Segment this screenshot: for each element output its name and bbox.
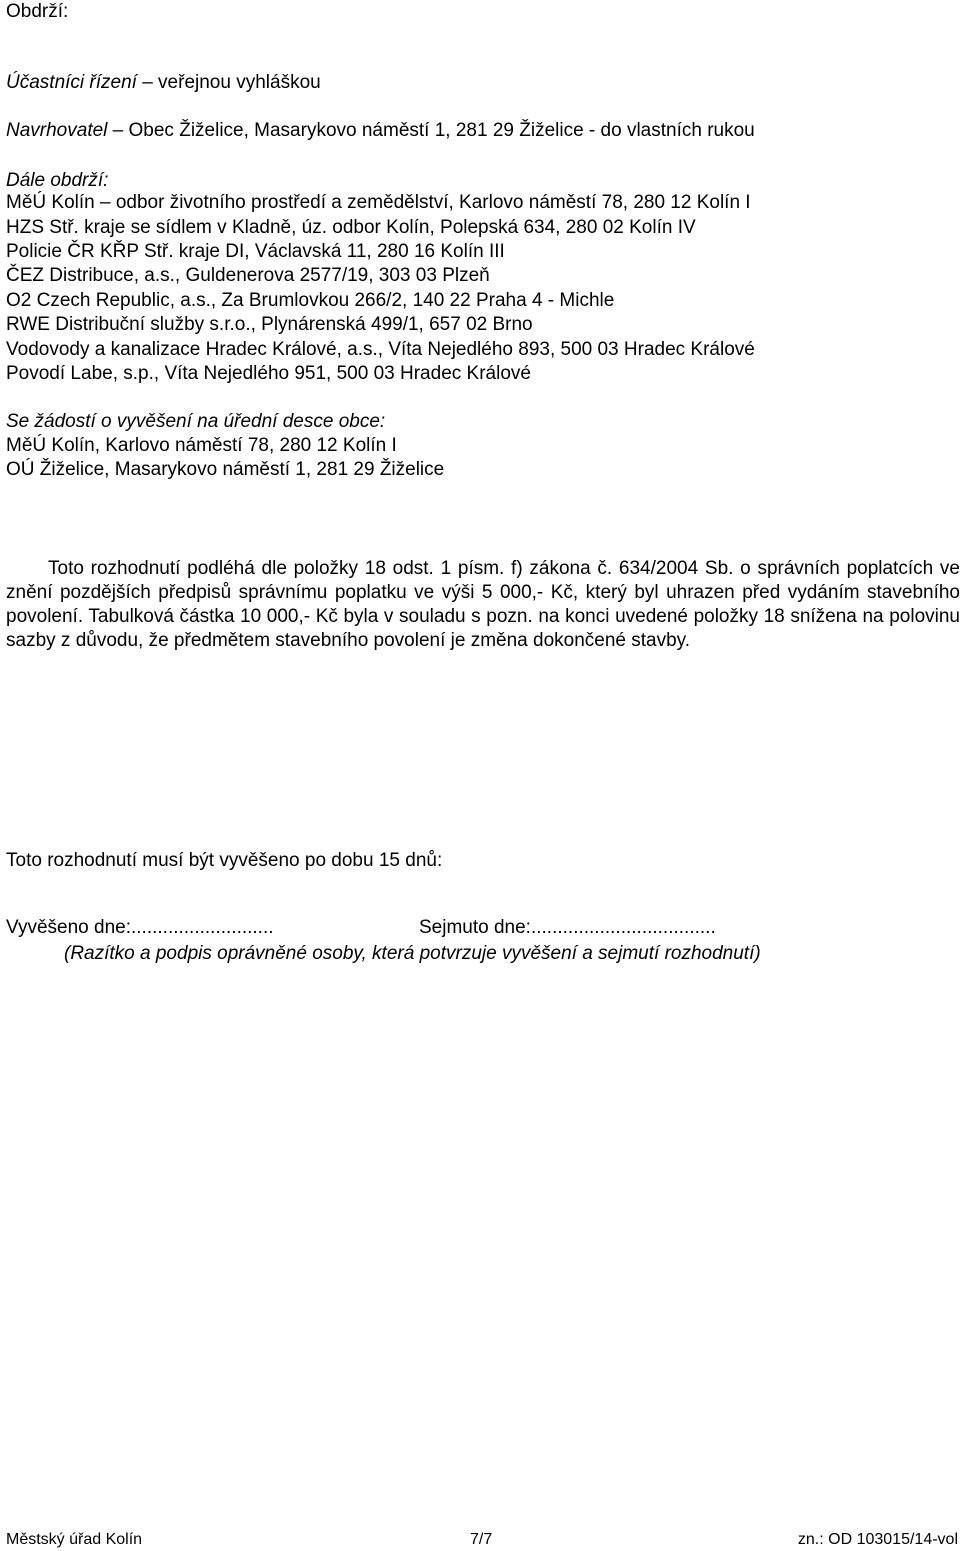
posting-office-item: MěÚ Kolín, Karlovo náměstí 78, 280 12 Kolín I xyxy=(6,435,397,456)
footer-page-number: 7/7 xyxy=(470,1531,493,1548)
recipient-item: ČEZ Distribuce, a.s., Guldenerova 2577/19, 303 03 Plzeň xyxy=(6,265,490,286)
recipient-item: Povodí Labe, s.p., Víta Nejedlého 951, 500 03 Hradec Králové xyxy=(6,363,531,384)
page-footer xyxy=(0,1530,960,1550)
footer-reference: zn.: OD 103015/14-vol xyxy=(797,1531,958,1548)
recipient-item: Vodovody a kanalizace Hradec Králové, a.s., Víta Nejedlého 893, 500 03 Hradec Králové xyxy=(6,339,755,360)
participants-text: – veřejnou vyhláškou xyxy=(136,72,321,93)
posting-office-item: OÚ Žiželice, Masarykovo náměstí 1, 281 29 Žiželice xyxy=(6,459,445,480)
fee-paragraph xyxy=(6,557,960,653)
fee-paragraph-text: Toto rozhodnutí podléhá dle položky 18 odst. 1 písm. f) zákona č. 634/2004 Sb. o správních poplatcích ve znění pozdějších předpisů správnímu poplatku ve výši 5 000,- Kč, který byl uhrazen před vydáním stavebního povolení. Tabulková částka 10 000,- Kč byla v souladu s pozn. na konci uvedené položky 18 snížena na polovinu sazby z důvodu, že předmětem stavebního povolení je změna dokončené stavby. xyxy=(6,558,960,651)
removed-date-field: Sejmuto dne:................................... xyxy=(419,917,716,938)
recipient-item: RWE Distribuční služby s.r.o., Plynárenská 499/1, 657 02 Brno xyxy=(6,314,533,335)
participants-line xyxy=(6,72,321,94)
recipients-heading: Obdrží: xyxy=(6,1,69,22)
also-receive-heading: Dále obdrží: xyxy=(6,170,109,191)
posting-duration: Toto rozhodnutí musí být vyvěšeno po dobu 15 dnů: xyxy=(6,850,443,871)
recipient-item: Policie ČR KŘP Stř. kraje DI, Václavská 11, 280 16 Kolín III xyxy=(6,241,505,262)
footer-office: Městský úřad Kolín xyxy=(6,1531,143,1548)
posting-request-heading: Se žádostí o vyvěšení na úřední desce obce: xyxy=(6,411,386,432)
recipient-item: O2 Czech Republic, a.s., Za Brumlovkou 266/2, 140 22 Praha 4 - Michle xyxy=(6,290,615,311)
applicant-text: – Obec Žiželice, Masarykovo náměstí 1, 281 29 Žiželice - do vlastních rukou xyxy=(107,120,755,141)
recipient-item: HZS Stř. kraje se sídlem v Kladně, úz. odbor Kolín, Polepská 634, 280 02 Kolín IV xyxy=(6,217,696,238)
participants-label: Účastníci řízení xyxy=(6,72,137,93)
posted-date-field: Vyvěšeno dne:........................... xyxy=(6,917,274,938)
applicant-label: Navrhovatel xyxy=(6,120,108,141)
posting-dates-row xyxy=(6,917,946,939)
recipient-item: MěÚ Kolín – odbor životního prostředí a zemědělství, Karlovo náměstí 78, 280 12 Kolín I xyxy=(6,192,751,213)
stamp-signature-note: (Razítko a podpis oprávněné osoby, která potvrzuje vyvěšení a sejmutí rozhodnutí) xyxy=(64,943,761,964)
applicant-line xyxy=(6,120,755,142)
